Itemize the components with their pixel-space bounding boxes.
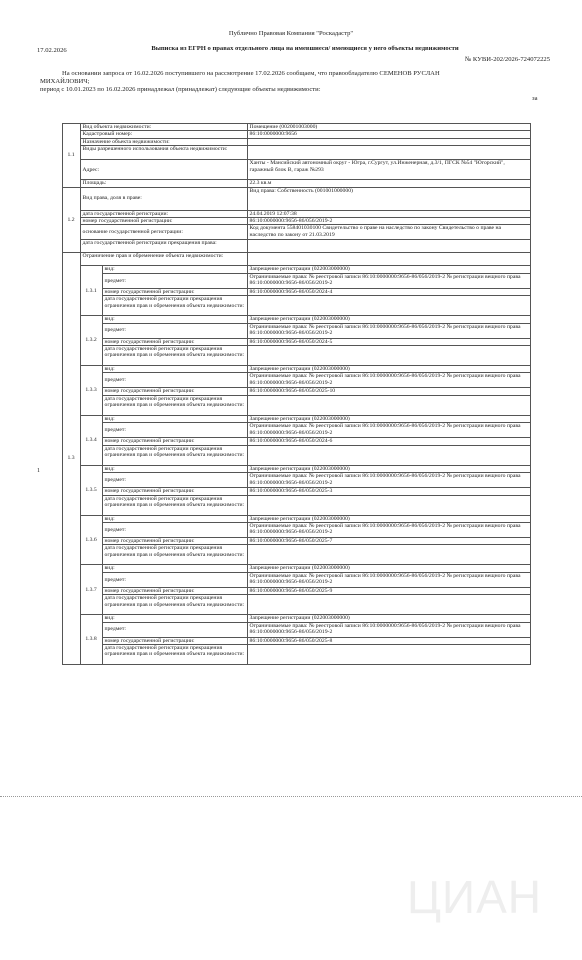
encumbrance-date-label: дата государственной регистрации прекращения ограничения прав и обременения объекта недвижимости: <box>102 346 247 366</box>
encumbrance-row <box>52 316 530 323</box>
encumbrance-num-label: номер государственной регистрации: <box>102 488 247 495</box>
use-label: Виды разрешенного использования объекта недвижимости: <box>80 146 247 160</box>
encumbrance-kind-label: вид: <box>102 565 247 572</box>
encumbrance-kind-value: Запрещение регистрации (022003000000) <box>247 615 530 622</box>
intro-line-2: МИХАЙЛОВИЧ; <box>40 78 90 85</box>
encumbrance-row <box>52 565 530 572</box>
obj-type-value: Помещение (002001003000) <box>247 124 530 131</box>
intro-line-3: период с 10.01.2023 по 16.02.2026 принадлежал (принадлежат) следующие объекты недвижимости: <box>40 86 321 93</box>
encumbrance-row <box>52 395 530 415</box>
section-1-1: 1.1 <box>62 124 80 188</box>
encumbrance-row <box>52 522 530 537</box>
encumbrance-num-value: 86:10:0000000:9656-86/050/2025-9 <box>247 587 530 594</box>
page-divider <box>0 796 582 798</box>
encumbrance-number: 1.3.2 <box>80 316 102 366</box>
encumbrance-subject-value: Ограничиваемые права: № реестровой записи 86:10:0000000:9656-86/056/2019-2 № регистрации вещного права 86:10:0000000:9656-86/056/2019-2 <box>247 323 530 338</box>
doc-number: № КУВИ-202/2026-724072225 <box>464 56 550 63</box>
encumbrance-subject-label: предмет: <box>102 423 247 438</box>
encumbrance-number: 1.3.7 <box>80 565 102 615</box>
encumbrance-date-label: дата государственной регистрации прекращения ограничения прав и обременения объекта недвижимости: <box>102 545 247 565</box>
encumbrance-row <box>52 495 530 515</box>
encumbrance-row <box>52 323 530 338</box>
encumbrance-row <box>52 338 530 345</box>
right-term-value <box>247 240 530 253</box>
purpose-value <box>247 138 530 145</box>
encumbrance-row <box>52 537 530 544</box>
encumbrance-date-value <box>247 644 530 664</box>
encumbrance-num-value: 86:10:0000000:9656-86/050/2025-7 <box>247 537 530 544</box>
doc-date: 17.02.2026 <box>37 47 67 54</box>
encumbrance-row <box>52 296 530 316</box>
encumbrance-number: 1.3.6 <box>80 515 102 565</box>
encumbrance-row <box>52 366 530 373</box>
encumbrance-date-value <box>247 595 530 615</box>
encumbrance-row <box>52 465 530 472</box>
area-label: Площадь: <box>80 180 247 187</box>
encumbrance-row <box>52 622 530 637</box>
encumbrance-subject-label: предмет: <box>102 522 247 537</box>
encumbrance-subject-label: предмет: <box>102 622 247 637</box>
encumbrance-row <box>52 266 530 273</box>
encumbrance-row <box>52 445 530 465</box>
encumbrance-subject-label: предмет: <box>102 323 247 338</box>
doc-title: Выписка из ЕГРН о правах отдельного лица на имевшиеся/ имеющиеся у него объекты недвижимости <box>151 45 459 52</box>
encumbrance-subject-value: Ограничиваемые права: № реестровой записи 86:10:0000000:9656-86/056/2019-2 № регистрации вещного права 86:10:0000000:9656-86/056/2019-2 <box>247 373 530 388</box>
encumbrance-number: 1.3.1 <box>80 266 102 316</box>
encumbrance-kind-label: вид: <box>102 465 247 472</box>
encumbrance-row <box>52 572 530 587</box>
encumbrance-num-value: 86:10:0000000:9656-86/050/2024-5 <box>247 338 530 345</box>
encumbrance-date-label: дата государственной регистрации прекращения ограничения прав и обременения объекта недвижимости: <box>102 644 247 664</box>
encumbrance-kind-label: вид: <box>102 615 247 622</box>
right-basis-value: Код документа 558401030100 Свидетельство о праве на наследство по закону Свидетельство о праве на наследство по закону от 21.03.2019 <box>247 225 530 240</box>
encumbrance-row <box>52 388 530 395</box>
section-1-2: 1.2 <box>62 187 80 253</box>
encumbrance-kind-value: Запрещение регистрации (022003000000) <box>247 465 530 472</box>
encumbrance-date-label: дата государственной регистрации прекращения ограничения прав и обременения объекта недвижимости: <box>102 395 247 415</box>
encumbrance-num-value: 86:10:0000000:9656-86/050/2024-4 <box>247 288 530 295</box>
right-kind-value: Вид права: Собственность (001001000000) <box>247 187 530 210</box>
encumbrance-subject-label: предмет: <box>102 473 247 488</box>
encumbrance-num-label: номер государственной регистрации: <box>102 637 247 644</box>
cad-value: 86:10:0000000:9656 <box>247 131 530 138</box>
encumbrance-subject-value: Ограничиваемые права: № реестровой записи 86:10:0000000:9656-86/056/2019-2 № регистрации вещного права 86:10:0000000:9656-86/056/2019-2 <box>247 572 530 587</box>
root-section-number: 1 <box>37 468 40 474</box>
encumbrance-kind-value: Запрещение регистрации (022003000000) <box>247 415 530 422</box>
encumbrance-date-label: дата государственной регистрации прекращения ограничения прав и обременения объекта недвижимости: <box>102 296 247 316</box>
encumbrance-kind-label: вид: <box>102 316 247 323</box>
cian-watermark: ЦИАН <box>407 871 542 923</box>
encumbrance-date-label: дата государственной регистрации прекращения ограничения прав и обременения объекта недвижимости: <box>102 495 247 515</box>
encumbrance-num-label: номер государственной регистрации: <box>102 537 247 544</box>
encumbrance-date-value <box>247 395 530 415</box>
encumbrance-num-value: 86:10:0000000:9656-86/050/2025-8 <box>247 637 530 644</box>
encumbrance-num-value: 86:10:0000000:9656-86/050/2025-3 <box>247 488 530 495</box>
encumbrance-row <box>52 438 530 445</box>
encumbrance-number: 1.3.4 <box>80 415 102 465</box>
encumbrance-kind-value: Запрещение регистрации (022003000000) <box>247 565 530 572</box>
encumbrance-row <box>52 346 530 366</box>
encumbrance-date-value <box>247 346 530 366</box>
right-kind-label: Вид права, доля в праве: <box>80 187 247 210</box>
address-label: Адрес: <box>80 160 247 180</box>
encumbrance-row <box>52 423 530 438</box>
encumbrance-header-value <box>247 253 530 266</box>
encumbrance-subject-value: Ограничиваемые права: № реестровой записи 86:10:0000000:9656-86/056/2019-2 № регистрации вещного права 86:10:0000000:9656-86/056/2019-2 <box>247 423 530 438</box>
right-date-label: дата государственной регистрации: <box>80 210 247 217</box>
encumbrance-subject-value: Ограничиваемые права: № реестровой записи 86:10:0000000:9656-86/056/2019-2 № регистрации вещного права 86:10:0000000:9656-86/056/2019-2 <box>247 522 530 537</box>
encumbrance-subject-label: предмет: <box>102 373 247 388</box>
encumbrance-num-label: номер государственной регистрации: <box>102 587 247 594</box>
right-term-label: дата государственной регистрации прекращения права: <box>80 240 247 253</box>
encumbrance-subject-value: Ограничиваемые права: № реестровой записи 86:10:0000000:9656-86/056/2019-2 № регистрации вещного права 86:10:0000000:9656-86/056/2019-2 <box>247 273 530 288</box>
encumbrance-row <box>52 644 530 664</box>
encumbrance-kind-label: вид: <box>102 515 247 522</box>
encumbrance-kind-value: Запрещение регистрации (022003000000) <box>247 515 530 522</box>
encumbrance-row <box>52 595 530 615</box>
encumbrance-row <box>52 488 530 495</box>
encumbrance-row <box>52 545 530 565</box>
intro-right-note: за <box>532 95 538 102</box>
encumbrance-num-label: номер государственной регистрации: <box>102 388 247 395</box>
encumbrance-num-label: номер государственной регистрации: <box>102 338 247 345</box>
org-name: Публично Правовая Компания "Роскадастр" <box>228 30 354 37</box>
encumbrance-row <box>52 637 530 644</box>
address-value: Ханты - Мансийский автономный округ - Югра, г.Сургут, ул.Инженерная, д.3/1, ПГСК №54 "Югорский", гаражный блок В, гараж №293 <box>247 160 530 180</box>
encumbrance-header: Ограничение прав и обременение объекта недвижимости: <box>80 253 247 266</box>
encumbrance-number: 1.3.5 <box>80 465 102 515</box>
section-1-3: 1.3 <box>62 253 80 665</box>
encumbrance-kind-label: вид: <box>102 366 247 373</box>
encumbrance-kind-label: вид: <box>102 266 247 273</box>
encumbrance-subject-value: Ограничиваемые права: № реестровой записи 86:10:0000000:9656-86/056/2019-2 № регистрации вещного права 86:10:0000000:9656-86/056/2019-2 <box>247 622 530 637</box>
use-value <box>247 146 530 160</box>
encumbrance-row <box>52 473 530 488</box>
encumbrance-number: 1.3.8 <box>80 615 102 665</box>
right-date-value: 24.04.2019 12:07:38 <box>247 210 530 217</box>
encumbrance-date-value <box>247 545 530 565</box>
encumbrance-num-value: 86:10:0000000:9656-86/050/2025-10 <box>247 388 530 395</box>
encumbrance-kind-value: Запрещение регистрации (022003000000) <box>247 366 530 373</box>
right-num-label: номер государственной регистрации: <box>80 218 247 225</box>
encumbrance-kind-label: вид: <box>102 415 247 422</box>
encumbrance-row <box>52 415 530 422</box>
intro-line-1: На основании запроса от 16.02.2026 поступившего на рассмотрение 17.02.2026 сообщаем, что правообладателю СЕМЕНОВ РУСЛАН <box>62 70 440 77</box>
encumbrance-row <box>52 373 530 388</box>
encumbrance-subject-value: Ограничиваемые права: № реестровой записи 86:10:0000000:9656-86/056/2019-2 № регистрации вещного права 86:10:0000000:9656-86/056/2019-2 <box>247 473 530 488</box>
encumbrance-subject-label: предмет: <box>102 273 247 288</box>
rights-table <box>52 123 531 665</box>
right-basis-label: основание государственной регистрации: <box>80 225 247 240</box>
encumbrance-date-value <box>247 296 530 316</box>
encumbrance-kind-value: Запрещение регистрации (022003000000) <box>247 316 530 323</box>
encumbrance-row <box>52 515 530 522</box>
encumbrance-num-label: номер государственной регистрации: <box>102 438 247 445</box>
cad-label: Кадастровый номер: <box>80 131 247 138</box>
encumbrance-subject-label: предмет: <box>102 572 247 587</box>
encumbrance-kind-value: Запрещение регистрации (022003000000) <box>247 266 530 273</box>
encumbrance-number: 1.3.3 <box>80 366 102 416</box>
area-value: 22.3 кв.м <box>247 180 530 187</box>
encumbrance-row <box>52 615 530 622</box>
encumbrance-date-label: дата государственной регистрации прекращения ограничения прав и обременения объекта недвижимости: <box>102 595 247 615</box>
encumbrance-row <box>52 587 530 594</box>
obj-type-label: Вид объекта недвижимости: <box>80 124 247 131</box>
right-num-value: 86:10:0000000:9656-86/056/2019-2 <box>247 218 530 225</box>
encumbrance-date-label: дата государственной регистрации прекращения ограничения прав и обременения объекта недвижимости: <box>102 445 247 465</box>
encumbrance-num-label: номер государственной регистрации: <box>102 288 247 295</box>
purpose-label: Назначение объекта недвижимости: <box>80 138 247 145</box>
encumbrance-row <box>52 273 530 288</box>
encumbrance-num-value: 86:10:0000000:9656-86/050/2024-6 <box>247 438 530 445</box>
encumbrance-date-value <box>247 495 530 515</box>
encumbrance-date-value <box>247 445 530 465</box>
encumbrance-row <box>52 288 530 295</box>
